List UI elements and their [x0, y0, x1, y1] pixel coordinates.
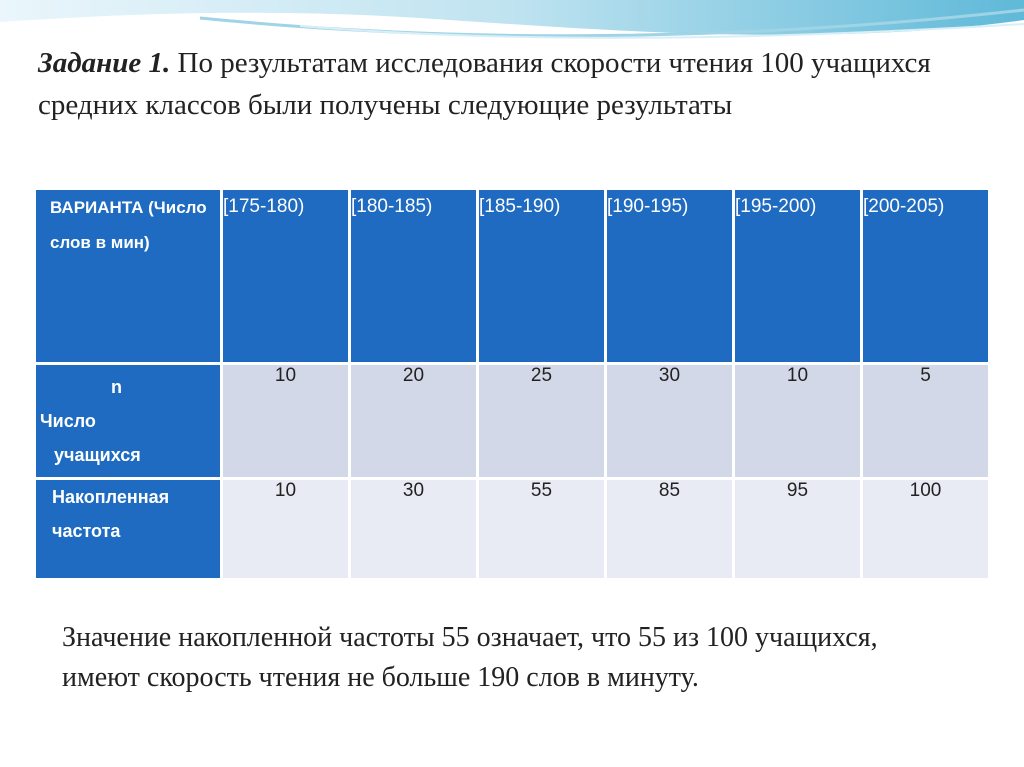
interval-cell: [190-195): [606, 189, 734, 364]
explanation-note: Значение накопленной частоты 55 означает, что 55 из 100 учащихся, имеют скорость чтения не больше 190 слов в минуту.: [62, 622, 878, 693]
cumulative-cell: 95: [734, 479, 862, 580]
count-cell: 20: [350, 364, 478, 479]
interval-cell: [195-200): [734, 189, 862, 364]
count-symbol: n: [111, 377, 122, 397]
cumulative-cell: 85: [606, 479, 734, 580]
count-label-line2: учащихся: [54, 445, 141, 465]
task-statement: [38, 42, 958, 126]
cumulative-cell: 10: [222, 479, 350, 580]
interval-cell: [200-205): [862, 189, 990, 364]
cumulative-cell: 100: [862, 479, 990, 580]
cumulative-row: [35, 479, 990, 580]
count-cell: 25: [478, 364, 606, 479]
variant-header-cell: ВАРИАНТА (Число слов в мин): [35, 189, 222, 364]
task-text: По результатам исследования скорости чтения 100 учащихся средних классов были получены следующие результаты: [38, 47, 931, 121]
interval-cell: [175-180): [222, 189, 350, 364]
cumulative-cell: 30: [350, 479, 478, 580]
interval-cell: [185-190): [478, 189, 606, 364]
cumulative-cell: 55: [478, 479, 606, 580]
task-number: Задание 1.: [38, 47, 171, 79]
count-label-cell: [35, 364, 222, 479]
header-row: [35, 189, 990, 364]
count-row: [35, 364, 990, 479]
interval-cell: [180-185): [350, 189, 478, 364]
count-cell: 10: [734, 364, 862, 479]
count-cell: 30: [606, 364, 734, 479]
count-label-line1: Число: [40, 411, 96, 431]
cumulative-label-cell: Накопленная частота: [35, 479, 222, 580]
count-cell: 10: [222, 364, 350, 479]
count-cell: 5: [862, 364, 990, 479]
frequency-table: [33, 187, 991, 581]
